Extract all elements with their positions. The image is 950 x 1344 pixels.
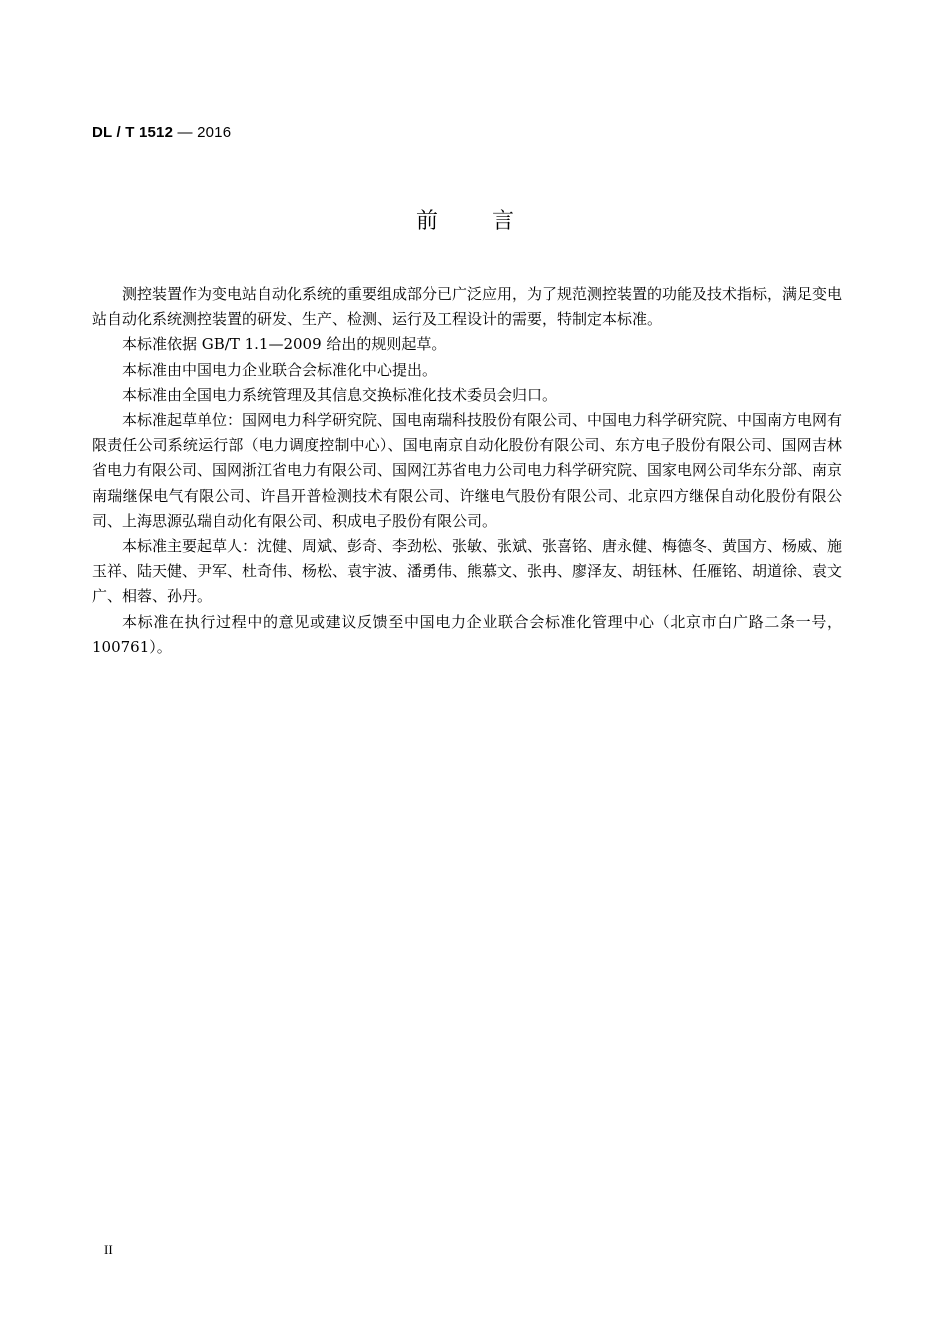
paragraph-administrator: 本标准由全国电力系统管理及其信息交换标准化技术委员会归口。	[122, 385, 558, 404]
paragraph-drafting-rules: 本标准依据 GB/T 1.1—2009 给出的规则起草。	[122, 335, 447, 354]
paragraph-feedback: 本标准在执行过程中的意见或建议反馈至中国电力企业联合会标准化管理中心（北京市白广路二条一号，100761）。	[92, 612, 842, 656]
document-code	[92, 124, 231, 141]
standard-year: — 2016	[173, 124, 232, 141]
page-number: II	[104, 1242, 113, 1257]
paragraph-purpose: 测控装置作为变电站自动化系统的重要组成部分已广泛应用，为了规范测控装置的功能及技术指标，满足变电站自动化系统测控装置的研发、生产、检测、运行及工程设计的需要，特制定本标准。	[92, 285, 843, 329]
paragraph-drafting-units: 本标准起草单位：国网电力科学研究院、国电南瑞科技股份有限公司、中国电力科学研究院、中国南方电网有限责任公司系统运行部（电力调度控制中心）、国电南京自动化股份有限公司、东方电子股份有限公司、国网吉林省电力有限公司、国网浙江省电力有限公司、国网江苏省电力公司电力科学研究院、国家电网公司华东分部、南京南瑞继保电气有限公司、许昌开普检测技术有限公司、许继电气股份有限公司、北京四方继保自动化股份有限公司、上海思源弘瑞自动化有限公司、积成电子股份有限公司。	[92, 411, 843, 530]
page-title: 前言	[415, 209, 568, 234]
foreword-body	[92, 282, 842, 660]
paragraph-drafters: 本标准主要起草人：沈健、周斌、彭奇、李劲松、张敏、张斌、张喜铭、唐永健、梅德冬、黄国方、杨威、施玉祥、陆天健、尹军、杜奇伟、杨松、袁宇波、潘勇伟、熊慕文、张冉、廖泽友、胡钰林、任雁铭、胡道徐、袁文广、相蓉、孙丹。	[92, 537, 843, 606]
paragraph-proposer: 本标准由中国电力企业联合会标准化中心提出。	[122, 360, 438, 379]
standard-number: DL / T 1512	[92, 124, 174, 141]
